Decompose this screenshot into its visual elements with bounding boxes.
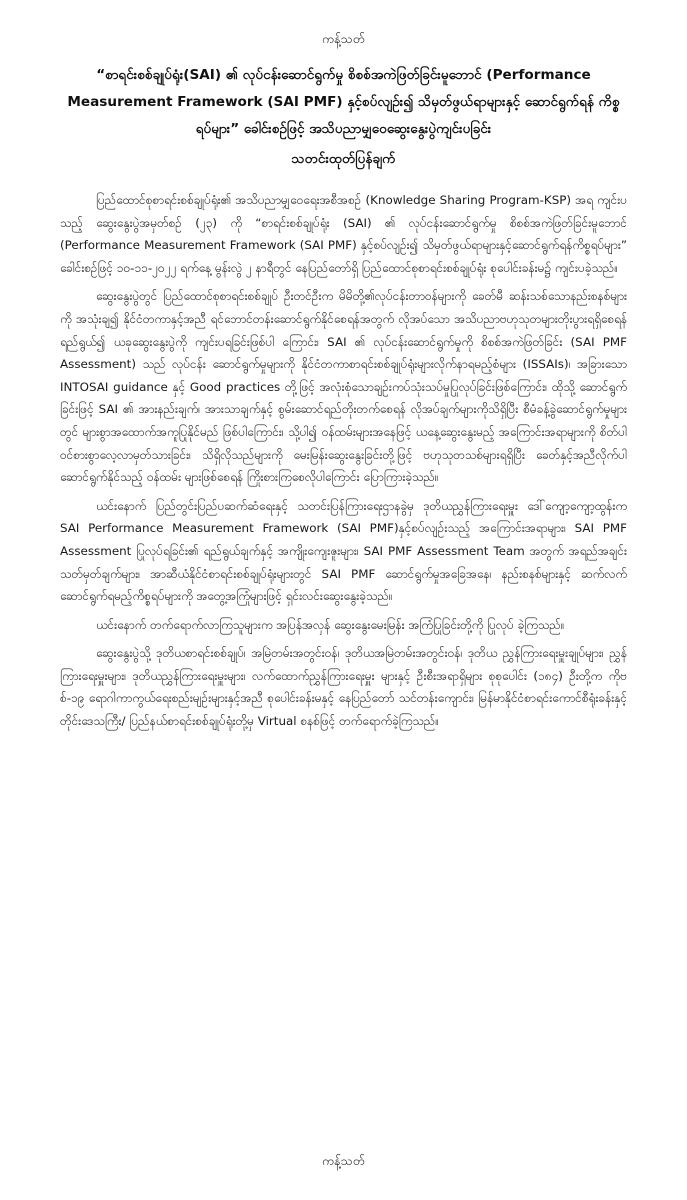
paragraph-discussion: ယင်းနောက် တက်ရောက်လာကြသူများက အပြန်အလှန် ဆွေးနွေးမေးမြန်း အကြံပြုခြင်းတို့ကို ပြုလုပ် ခဲ့ကြသည်။	[96, 617, 565, 632]
paragraph-opening-speech: ဆွေးနွေးပွဲတွင် ပြည်ထောင်စုစာရင်းစစ်ချုပ် ဦးတင်ဦးက မိမိတို့၏လုပ်ငန်းတာဝန်များကို ခေတ်မီ ဆန်းသစ်သောနည်းစနစ်များကို အသုံးချ၍ နိုင်ငံတကာနှင့်အညီ ရင်ဘောင်တန်းဆောင်ရွက်နိုင်စေရန်အတွက် လိုအပ်သော အသိပညာဗဟုသုတများတိုးပွားရရှိစေရန် ရည်ရွယ်၍ ယခုဆွေးနွေးပွဲကို ကျင်းပရခြင်းဖြစ်ပါ ကြောင်း၊ SAI ၏ လုပ်ငန်းဆောင်ရွက်မှုကို စိစစ်အကဲဖြတ်ခြင်း (SAI PMF Assessment) သည် လုပ်ငန်း ဆောင်ရွက်မှုများကို နိုင်ငံတကာစာရင်းစစ်ချုပ်ရုံးများလိုက်နာရမည့်စံများ (ISSAIs)၊ အခြားသော INTOSAI guidance နှင့် Good practices တို့ဖြင့် အလုံးစုံသောချဉ်းကပ်သုံးသပ်မှုပြုလုပ်ခြင်းဖြစ်ကြောင်း၊ ထိုသို့ ဆောင်ရွက် ခြင်းဖြင့် SAI ၏ အားနည်းချက်၊ အားသာချက်နှင့် စွမ်းဆောင်ရည်တိုးတက်စေရန် လိုအပ်ချက်များကိုသိရှိပြီး စီမံခန့်ခွဲဆောင်ရွက်မှုများတွင် များစွာအထောက်အကူပြုနိုင်မည် ဖြစ်ပါကြောင်း၊ သို့ပါ၍ ဝန်ထမ်းများအနေဖြင့် ယနေ့ဆွေးနွေးမည့် အကြောင်းအရာများကို စိတ်ပါဝင်စားစွာလေ့လာမှတ်သားခြင်း၊ သိရှိလိုသည်များကို မေးမြန်းဆွေးနွေးခြင်းတို့ဖြင့် ဗဟုသုတသစ်များရရှိပြီး ခေတ်နှင့်အညီလိုက်ပါဆောင်ရွက်နိုင်သည့် ဝန်ထမ်း များဖြစ်စေရန် ကြိုးစားကြစေလိုပါကြောင်း ပြောကြားခဲ့သည်။	[60, 289, 627, 485]
paragraph-intro: ပြည်ထောင်စုစာရင်းစစ်ချုပ်ရုံး၏ အသိပညာမျှဝေရေးအစီအစဉ် (Knowledge Sharing Program-KSP) အရ ကျင်းပသည့် ဆွေးနွေးပွဲအမှတ်စဉ် (၂၃) ကို “စာရင်းစစ်ချုပ်ရုံး (SAI) ၏ လုပ်ငန်းဆောင်ရွက်မှု စိစစ်အကဲဖြတ်ခြင်းမူဘောင် (Performance Measurement Framework (SAI PMF) နှင့်စပ်လျဉ်း၍ သိမှတ်ဖွယ်ရာများနှင့်ဆောင်ရွက်ရန်ကိစ္စရပ်များ” ခေါင်းစဉ်ဖြင့် ၁၀-၁၁-၂၀၂၂ ရက်နေ့ မွန်းလွဲ ၂ နာရီတွင် နေပြည်တော်ရှိ ပြည်ထောင်စုစာရင်းစစ်ချုပ်ရုံး စုပေါင်းခန်းမ၌ ကျင်းပခဲ့သည်။	[60, 193, 627, 275]
document-title: “စာရင်းစစ်ချုပ်ရုံး(SAI) ၏ လုပ်ငန်းဆောင်ရွက်မှု စိစစ်အကဲဖြတ်ခြင်းမူဘောင် (Performance Measurement Framework (SAI PMF) နှင့်စပ်လျဉ်း၍ သိမှတ်ဖွယ်ရာများနှင့် ဆောင်ရွက်ရန် ကိစ္စရပ်များ” ခေါင်းစဉ်ဖြင့် အသိပညာမျှဝေဆွေးနွေးပွဲကျင်းပခြင်း	[67, 67, 620, 137]
paragraph-attendees: ဆွေးနွေးပွဲသို့ ဒုတိယစာရင်းစစ်ချုပ်၊ အမြဲတမ်းအတွင်းဝန်၊ ဒုတိယအမြဲတမ်းအတွင်းဝန်၊ ဒုတိယ ညွှန်ကြားရေးမှူးချုပ်များ၊ ညွှန်ကြားရေးမှူးများ၊ ဒုတိယညွှန်ကြားရေးမှူးများ၊ လက်ထောက်ညွှန်ကြားရေးမှူး များနှင့် ဦးစီးအရာရှိများ စုစုပေါင်း (၁၈၄) ဦးတို့က ကိုဗစ်-၁၉ ရောဂါကာကွယ်ရေးစည်းမျဉ်းများနှင့်အညီ စုပေါင်းခန်းမနှင့် နေပြည်တော် သင်တန်းကျောင်း၊ မြန်မာနိုင်ငံစာရင်းကောင်စီရုံးခန်းနှင့် တိုင်းဒေသကြီး/ ပြည်နယ်စာရင်းစစ်ချုပ်ရုံးတို့မှ Virtual စနစ်ဖြင့် တက်ရောက်ခဲ့ကြသည်။	[60, 646, 627, 729]
classification-header: ကန့်သတ်	[322, 31, 365, 46]
classification-footer: ကန့်သတ်	[322, 1153, 365, 1168]
document-body	[60, 189, 627, 733]
paragraph-presentation: ယင်းနောက် ပြည်တွင်းပြည်ပဆက်ဆံရေးနှင့် သတင်းပြန်ကြားရေးဌာနခွဲမှ ဒုတိယညွှန်ကြားရေးမှူး ဒေါ်ကျော့ကျော့ထွန်းက SAI Performance Measurement Framework (SAI PMF)နှင့်စပ်လျဉ်းသည့် အကြောင်းအရာများ၊ SAI PMF Assessment ပြုလုပ်ရခြင်း၏ ရည်ရွယ်ချက်နှင့် အကျိုးကျေးဇူးများ၊ SAI PMF Assessment Team အတွက် အရည်အချင်းသတ်မှတ်ချက်များ၊ အာဆီယံနိုင်ငံစာရင်းစစ်ချုပ်ရုံးများတွင် SAI PMF ဆောင်ရွက်မှုအခြေအနေ၊ နည်းစနစ်များနှင့် ဆက်လက်ဆောင်ရွက်ရမည့်ကိစ္စရပ်များကို အတွေ့အကြုံများဖြင့် ရှင်းလင်းဆွေးနွေးခဲ့သည်။	[60, 498, 627, 604]
press-release-heading: သတင်းထုတ်ပြန်ချက်	[291, 151, 396, 167]
